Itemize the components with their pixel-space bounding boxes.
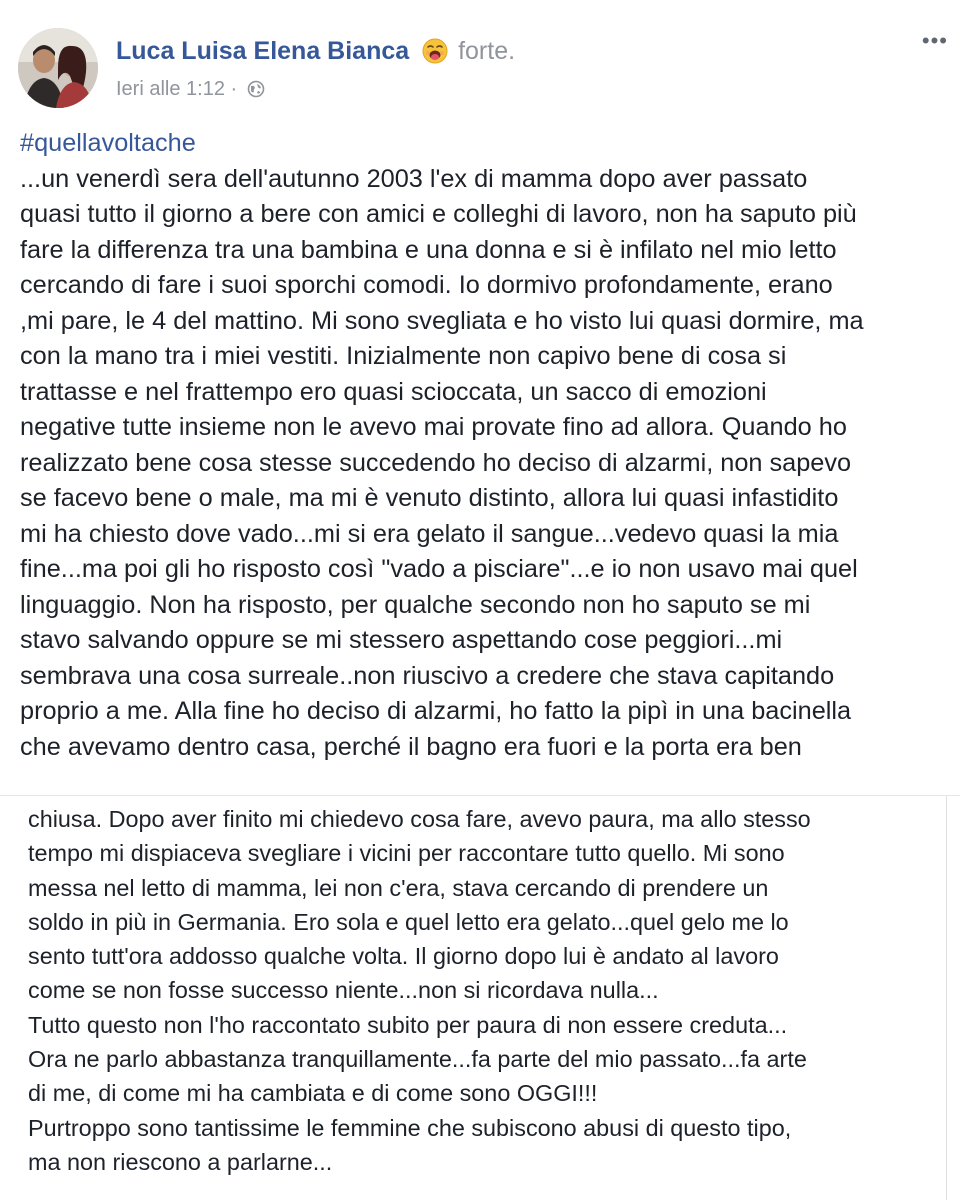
feeling-text: forte. <box>458 37 516 65</box>
globe-icon[interactable] <box>247 79 265 97</box>
post-text-line: stavo salvando oppure se mi stessero aspettando cose peggiori...mi <box>20 626 783 654</box>
post-text-line: che avevamo dentro casa, perché il bagno era fuori e la porta era ben <box>20 732 802 761</box>
avatar[interactable] <box>18 28 98 108</box>
post-text-line: di me, di come mi ha cambiata e di come sono OGGI!!! <box>28 1080 598 1107</box>
post-text-line: ...un venerdì sera dell'autunno 2003 l'ex di mamma dopo aver passato <box>20 164 808 193</box>
post-header <box>18 28 948 110</box>
post-text-line: realizzato bene cosa stesse succedendo ho deciso di alzarmi, non sapevo <box>20 448 852 477</box>
hashtag-link[interactable]: #quellavoltache <box>20 129 196 157</box>
post-text-line: messa nel letto di mamma, lei non c'era, stava cercando di prendere un <box>28 874 769 901</box>
post-body <box>20 126 950 765</box>
post-text-line: come se non fosse successo niente...non si ricordava nulla... <box>28 977 659 1004</box>
post-text-line: mi ha chiesto dove vado...mi si era gelato il sangue...vedevo quasi la mia <box>20 519 839 548</box>
author-name-link[interactable]: Luca Luisa Elena Bianca <box>116 37 410 65</box>
post-continuation-text <box>28 802 938 1179</box>
post-text-line: ,mi pare, le 4 del mattino. Mi sono svegliata e ho visto lui quasi dormire, ma <box>20 306 864 335</box>
post-text-line: con la mano tra i miei vestiti. Inizialmente non capivo bene di cosa si <box>20 342 787 370</box>
post-text-line: Purtroppo sono tantissime le femmine che subiscono abusi di questo tipo, <box>28 1114 792 1141</box>
post-text-line: fine...ma poi gli ho risposto così "vado a pisciare"...e io non usavo mai quel <box>20 555 858 583</box>
post-text-line: chiusa. Dopo aver finito mi chiedevo cosa fare, avevo paura, ma allo stesso <box>28 806 811 832</box>
avatar-photo-icon <box>18 28 98 108</box>
post-text-line: ma non riescono a parlarne... <box>28 1148 333 1175</box>
post-text-line: proprio a me. Alla fine ho deciso di alzarmi, ho fatto la pipì in una bacinella <box>20 697 852 725</box>
post-text-line: quasi tutto il giorno a bere con amici e colleghi di lavoro, non ha saputo più <box>20 200 857 228</box>
post-meta <box>116 76 265 102</box>
more-options-icon[interactable]: ••• <box>921 28 948 53</box>
meta-separator: · <box>230 78 238 100</box>
post-text-line: sento tutt'ora addosso qualche volta. Il giorno dopo lui è andato al lavoro <box>28 943 779 970</box>
post-text-line: tempo mi dispiaceva svegliare i vicini per raccontare tutto quello. Mi sono <box>28 840 785 867</box>
post-text-line: soldo in più in Germania. Ero sola e quel letto era gelato...quel gelo me lo <box>28 908 789 935</box>
post-text-line: se facevo bene o male, ma mi è venuto distinto, allora lui quasi infastidito <box>20 484 839 512</box>
post-text-line: negative tutte insieme non le avevo mai provate fino ad allora. Quando ho <box>20 413 847 441</box>
post-text-line: trattasse e nel frattempo ero quasi scioccata, un sacco di emozioni <box>20 377 767 406</box>
post-text-line: sembrava una cosa surreale..non riuscivo a credere che stava capitando <box>20 661 835 690</box>
post-text-line: cercando di fare i suoi sporchi comodi. Io dormivo profondamente, erano <box>20 271 833 299</box>
post-text-line: linguaggio. Non ha risposto, per qualche secondo non ho saputo se mi <box>20 590 811 619</box>
feeling-emoji-icon <box>422 38 448 64</box>
post-continuation-panel <box>14 796 947 1200</box>
post-text-line: fare la differenza tra una bambina e una donna e si è infilato nel mio letto <box>20 235 837 264</box>
timestamp-link[interactable]: Ieri alle 1:12 <box>116 78 225 100</box>
post-text-line: Tutto questo non l'ho raccontato subito per paura di non essere creduta... <box>28 1011 788 1038</box>
post-text-line: Ora ne parlo abbastanza tranquillamente...fa parte del mio passato...fa arte <box>28 1046 807 1073</box>
author-line <box>116 36 515 66</box>
